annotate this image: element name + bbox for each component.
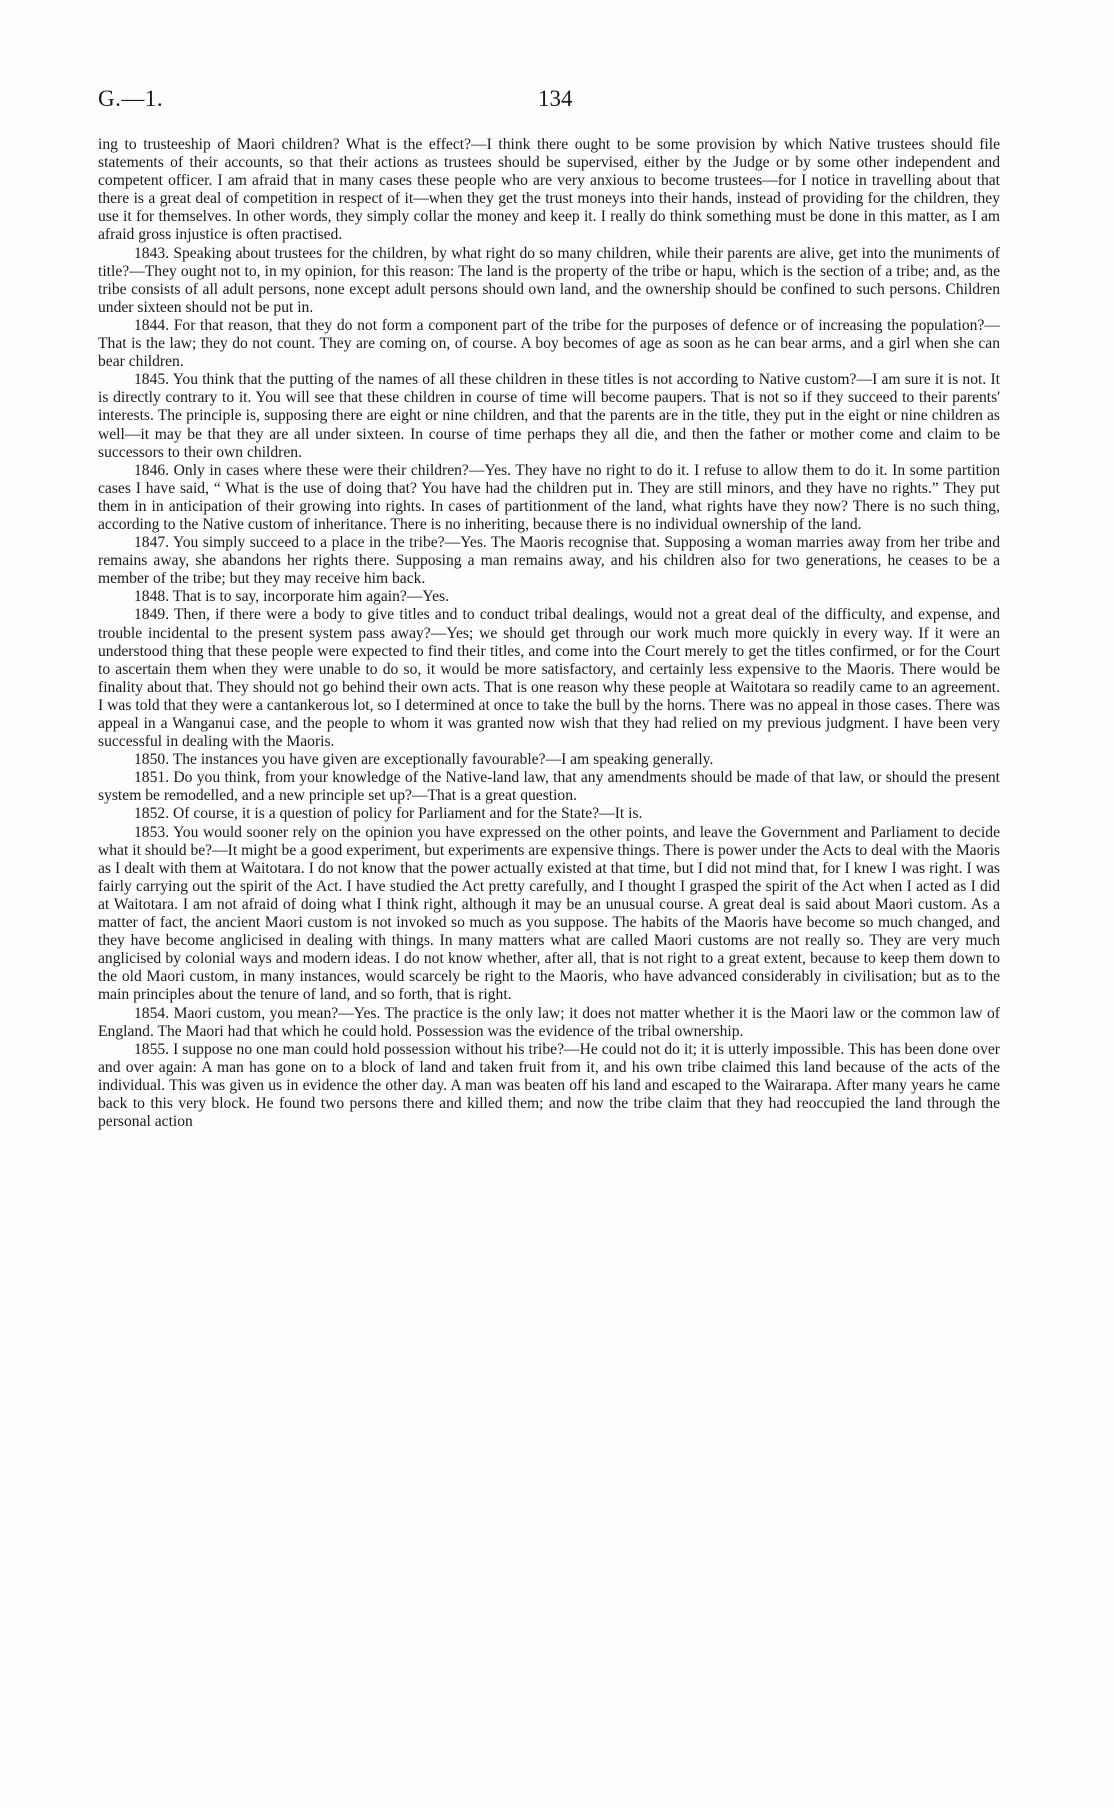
paragraph-1845: 1845. You think that the putting of the names of all these children in these titles is not according to Native custom?—I am sure it is not. It is directly contrary to it. You will see that these children in course of time will become paupers. That is not so if they succeed to their parents' interests. The principle is, supposing there are eight or nine children, and that the parents are in the title, they put in the eight or nine children as well—it may be that they are all under sixteen. In course of time perhaps they all die, and then the father or mother come and claim to be successors to their own children.: [98, 371, 1000, 461]
paragraph-continued: ing to trusteeship of Maori children? What is the effect?—I think there ought to be some provision by which Native trustees should file statements of their accounts, so that their actions as trustees should be supervised, either by the Judge or by some other independent and competent officer. I am afraid that in many cases these people who are very anxious to become trustees—for I notice in travelling about that there is a great deal of competition in respect of it—when they get the trust moneys into their hands, instead of providing for the children, they use it for themselves. In other words, they simply collar the money and keep it. I really do think something must be done in this matter, as I am afraid gross injustice is often practised.: [98, 136, 1000, 244]
paragraph-1848: 1848. That is to say, incorporate him again?—Yes.: [134, 588, 450, 606]
paragraph-1849: 1849. Then, if there were a body to give titles and to conduct tribal dealings, would not a great deal of the difficulty, and expense, and trouble incidental to the present system pass away?—Yes; we should get through our work much more quickly in every way. If it were an understood thing that these people were expected to find their titles, and come into the Court merely to get the titles confirmed, or for the Court to ascertain them when they were unable to do so, it would be more satisfactory, and certainly less expensive to the Maoris. There would be finality about that. They should not go behind their own acts. That is one reason why these people at Waitotara so readily came to an agreement. I was told that they were a cantankerous lot, so I determined at once to take the bull by the horns. There was no appeal in those cases. There was appeal in a Wanganui case, and the people to whom it was granted now wish that they had relied on my previous judgment. I have been very successful in dealing with the Maoris.: [98, 606, 1000, 751]
document-body: [98, 136, 1000, 1131]
paragraph-1847: 1847. You simply succeed to a place in the tribe?—Yes. The Maoris recognise that. Supposing a woman marries away from her tribe and remains away, she abandons her rights there. Supposing a man remains away, and his children also for two generations, he ceases to be a member of the tribe; but they may receive him back.: [98, 534, 1000, 588]
paragraph-1843: 1843. Speaking about trustees for the children, by what right do so many children, while their parents are alive, get into the muniments of title?—They ought not to, in my opinion, for this reason: The land is the property of the tribe or hapu, which is the section of a tribe; and, as the tribe consists of all adult persons, none except adult persons should own land, and the ownership should be confined to such persons. Children under sixteen should not be put in.: [98, 244, 1000, 316]
document-reference: G.—1.: [98, 86, 164, 111]
paragraph-1853: 1853. You would sooner rely on the opinion you have expressed on the other points, and leave the Government and Parliament to decide what it should be?—It might be a good experiment, but experiments are expensive things. There is power under the Acts to deal with the Maoris as I dealt with them at Waitotara. I do not know that the power actually existed at that time, but I did not mind that, for I knew I was right. I was fairly carrying out the spirit of the Act. I have studied the Act pretty carefully, and I thought I grasped the spirit of the Act when I acted as I did at Waitotara. I am not afraid of doing what I think right, although it may be an unusual course. A great deal is said about Maori custom. As a matter of fact, the ancient Maori custom is not invoked so much as you suppose. The habits of the Maoris have become so much changed, and they have become anglicised in dealing with things. In many matters what are called Maori customs are not really so. They are very much anglicised by colonial ways and modern ideas. I do not know whether, after all, that is not right to a great extent, because to keep them down to the old Maori custom, in many instances, would scarcely be right to the Maoris, who have advanced considerably in civilisation; but as to the main principles about the tenure of land, and so forth, that is right.: [98, 823, 1000, 1004]
page-number: 134: [538, 86, 573, 111]
paragraph-1846: 1846. Only in cases where these were their children?—Yes. They have no right to do it. I refuse to allow them to do it. In some partition cases I have said, “ What is the use of doing that? You have had the children put in. They are still minors, and they have no rights.” They put them in in anticipation of their growing into rights. In cases of partitionment of the land, what rights have they now? There is no such thing, according to the Native custom of inheritance. There is no inheriting, because there is no individual ownership of the land.: [98, 461, 1000, 533]
paragraph-1850: 1850. The instances you have given are exceptionally favourable?—I am speaking generally.: [134, 751, 714, 769]
paragraph-1854: 1854. Maori custom, you mean?—Yes. The practice is the only law; it does not matter whether it is the Maori law or the common law of England. The Maori had that which he could hold. Possession was the evidence of the tribal ownership.: [98, 1004, 1000, 1040]
paragraph-1855: 1855. I suppose no one man could hold possession without his tribe?—He could not do it; it is utterly impossible. This has been done over and over again: A man has gone on to a block of land and taken fruit from it, and his own tribe claimed this land because of the acts of the individual. This was given us in evidence the other day. A man was beaten off his land and escaped to the Wairarapa. After many years he came back to this very block. He found two persons there and killed them; and now the tribe claim that they had reoccupied the land through the personal action: [98, 1040, 1000, 1131]
paragraph-1851: 1851. Do you think, from your knowledge of the Native-land law, that any amendments should be made of that law, or should the present system be remodelled, and a new principle set up?—That is a great question.: [98, 769, 1000, 805]
paragraph-1844: 1844. For that reason, that they do not form a component part of the tribe for the purposes of defence or of increasing the population?—That is the law; they do not count. They are coming on, of course. A boy becomes of age as soon as he can bear arms, and a girl when she can bear children.: [98, 316, 1000, 371]
page-header: [98, 86, 998, 116]
paragraph-1852: 1852. Of course, it is a question of policy for Parliament and for the State?—It is.: [134, 805, 643, 823]
